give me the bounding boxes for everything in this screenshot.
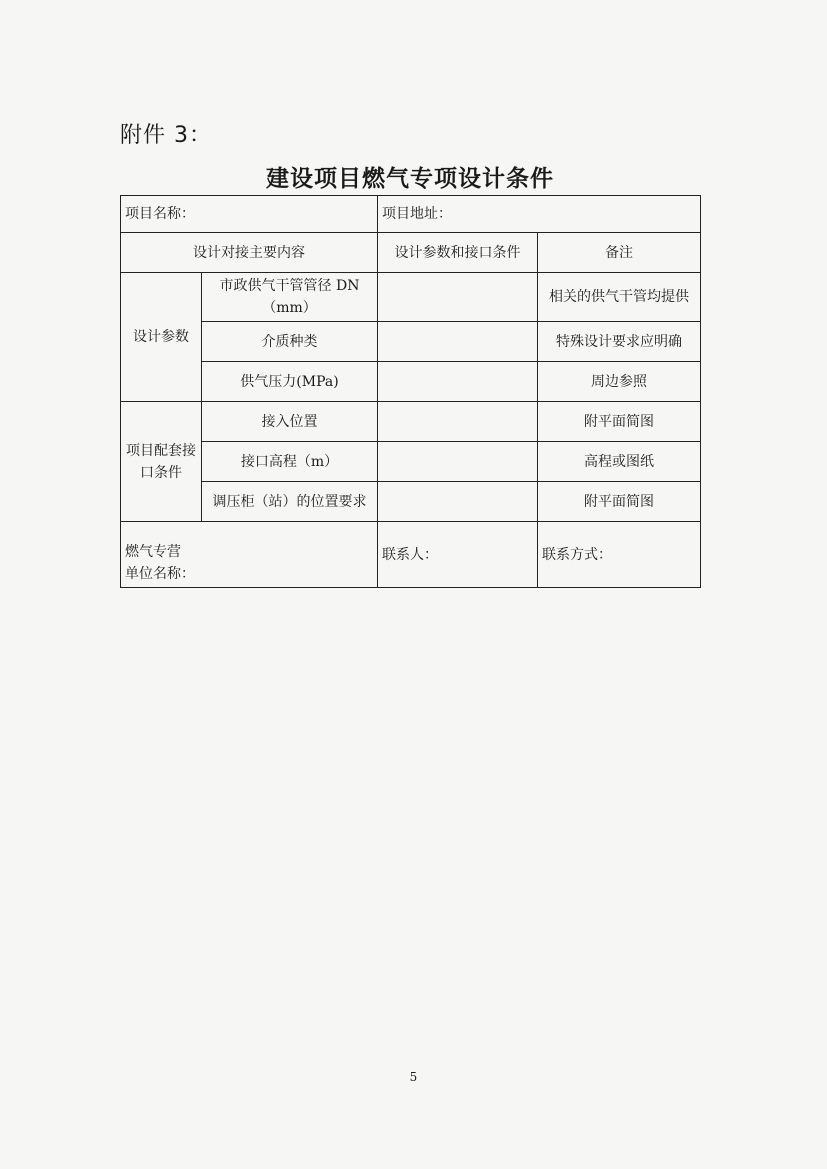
interface-conditions-group-label: 项目配套接口条件 <box>121 402 202 522</box>
design-params-group-label: 设计参数 <box>121 273 202 402</box>
table-row <box>121 322 701 362</box>
design-conditions-form <box>120 195 701 588</box>
contact-person-label: 联系人： <box>382 546 438 563</box>
gas-unit-name-cell[interactable] <box>121 522 378 588</box>
item-medium-type: 介质种类 <box>202 322 378 362</box>
value-interface-elevation[interactable] <box>378 442 538 482</box>
header-params-interface: 设计参数和接口条件 <box>378 233 538 273</box>
document-title: 建设项目燃气专项设计条件 <box>266 166 554 192</box>
table-row <box>121 402 701 442</box>
table-row <box>121 482 701 522</box>
contact-method-label: 联系方式： <box>542 546 612 563</box>
value-medium-type[interactable] <box>378 322 538 362</box>
remark-interface-elevation: 高程或图纸 <box>538 442 701 482</box>
header-remarks: 备注 <box>538 233 701 273</box>
value-regulator-location[interactable] <box>378 482 538 522</box>
header-design-content: 设计对接主要内容 <box>121 233 378 273</box>
remark-pipe-diameter: 相关的供气干管均提供 <box>538 273 701 322</box>
table-row <box>121 442 701 482</box>
remark-medium-type: 特殊设计要求应明确 <box>538 322 701 362</box>
remark-supply-pressure: 周边参照 <box>538 362 701 402</box>
page-number: 5 <box>409 1070 418 1084</box>
gas-unit-label-line1: 燃气专营 <box>125 544 181 560</box>
item-access-location: 接入位置 <box>202 402 378 442</box>
attachment-label: 附件 3： <box>120 123 212 148</box>
value-supply-pressure[interactable] <box>378 362 538 402</box>
footer-row <box>121 522 701 588</box>
table-row <box>121 273 701 322</box>
item-pipe-diameter: 市政供气干管管径 DN（mm） <box>202 273 378 322</box>
item-regulator-location: 调压柜（站）的位置要求 <box>202 482 378 522</box>
contact-method-cell[interactable] <box>538 522 701 588</box>
item-supply-pressure: 供气压力(MPa) <box>202 362 378 402</box>
value-pipe-diameter[interactable] <box>378 273 538 322</box>
remark-access-location: 附平面简图 <box>538 402 701 442</box>
remark-regulator-location: 附平面简图 <box>538 482 701 522</box>
project-name-label: 项目名称： <box>125 206 195 222</box>
project-name-cell[interactable] <box>121 196 378 233</box>
contact-person-cell[interactable] <box>378 522 538 588</box>
item-interface-elevation: 接口高程（m） <box>202 442 378 482</box>
column-header-row <box>121 233 701 273</box>
value-access-location[interactable] <box>378 402 538 442</box>
project-info-row <box>121 196 701 233</box>
project-address-label: 项目地址： <box>382 206 452 222</box>
table-row <box>121 362 701 402</box>
gas-unit-label-line2: 单位名称： <box>125 566 195 582</box>
project-address-cell[interactable] <box>378 196 701 233</box>
